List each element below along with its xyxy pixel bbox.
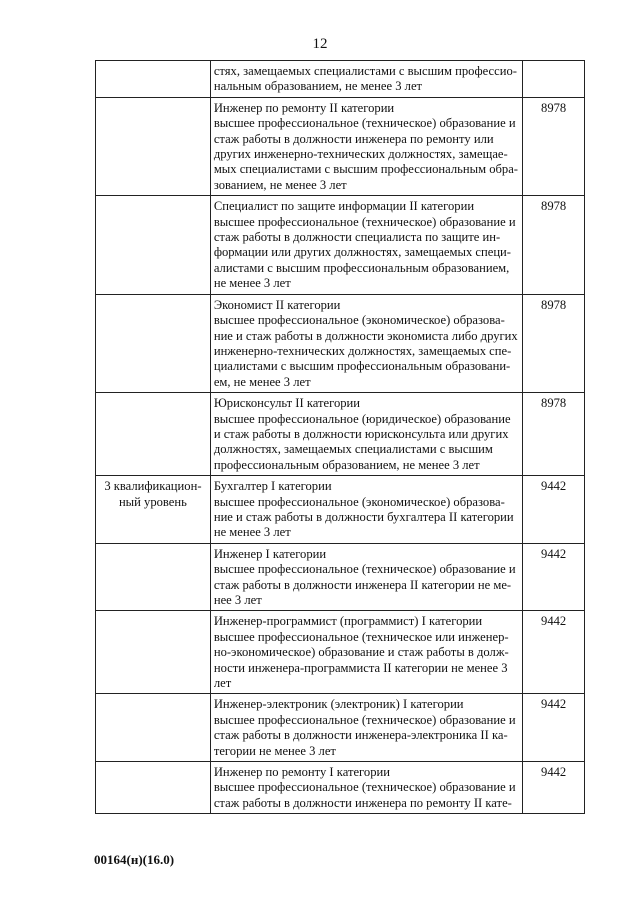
position-title: Юрисконсульт II категории [213,396,361,411]
level-cell [96,694,211,762]
position-title: Инженер по ремонту II категории [213,100,395,115]
document-code: 00164(н)(16.0) [94,852,175,867]
level-cell [96,97,211,195]
description-cell [210,762,522,814]
table-row [96,611,585,694]
position-title: Инженер-программист (программист) I категории [213,614,483,629]
position-title: Бухгалтер I категории [213,479,332,494]
table-row [96,61,585,98]
level-cell [96,543,211,611]
position-title: Инженер I категории [213,546,327,561]
table-row [96,762,585,814]
description-cell [210,97,522,195]
position-requirements: стях, замещаемых специалистами с высшим профессио- нальным образованием, не менее 3 лет [213,64,517,94]
description-cell [210,611,522,694]
position-title: Экономист II категории [213,297,341,312]
position-requirements: высшее профессиональное (экономическое) образова- ние и стаж работы в должности экономиста либо других инженерно-технических должностях, замещаемых спе- циалистами с высшим профессиональным образовани- ем, не менее 3 лет [213,313,518,389]
description-cell [210,476,522,544]
level-text: 3 квалификацион- ный уровень [104,479,202,509]
salary-cell: 9442 [523,543,585,611]
position-requirements: высшее профессиональное (техническое) образование и стаж работы в должности специалиста по защите ин- формации или других должностях, замещаемых специ- алистами с высшим профессиональным образованием, не менее 3 лет [213,214,516,291]
description-cell [210,196,522,294]
salary-cell: 9442 [523,694,585,762]
description-cell [210,393,522,476]
description-cell [210,61,522,98]
page-number: 12 [312,36,328,52]
level-cell [96,393,211,476]
position-requirements: высшее профессиональное (экономическое) образова- ние и стаж работы в должности бухгалтера II категории не менее 3 лет [213,494,514,540]
table-row [96,393,585,476]
salary-cell: 9442 [523,476,585,544]
salary-cell: 8978 [523,294,585,392]
position-requirements: высшее профессиональное (техническое или инженер- но-экономическое) образование и стаж работы в долж- ности инженера-программиста II категории не менее 3 лет [213,629,509,691]
position-requirements: высшее профессиональное (техническое) образование и стаж работы в должности инженера по ремонту или других инженерно-технических должностях, замещае- мых специалистами с высшим профессиональным обра- зованием, не менее 3 лет [213,116,518,192]
description-cell [210,694,522,762]
position-requirements: высшее профессиональное (техническое) образование и стаж работы в должности инженера по ремонту II кате- [213,780,516,810]
position-title: Инженер по ремонту I категории [213,765,390,780]
table-row [96,694,585,762]
qualification-table [95,60,585,814]
description-cell [210,294,522,392]
table-row [96,196,585,294]
salary-cell [523,61,585,98]
level-cell [96,196,211,294]
table-row [96,294,585,392]
level-cell [96,61,211,98]
salary-cell: 8978 [523,196,585,294]
position-title: Специалист по защите информации II категории [213,199,475,214]
salary-cell: 8978 [523,393,585,476]
table-row [96,97,585,195]
position-requirements: высшее профессиональное (техническое) образование и стаж работы в должности инженера-электроника II ка- тегории не менее 3 лет [213,712,516,758]
salary-cell: 9442 [523,611,585,694]
salary-cell: 9442 [523,762,585,814]
salary-cell: 8978 [523,97,585,195]
level-cell [96,294,211,392]
position-requirements: высшее профессиональное (техническое) образование и стаж работы в должности инженера II категории не ме- нее 3 лет [213,562,516,607]
level-cell [96,611,211,694]
level-cell [96,762,211,814]
table-row [96,476,585,544]
position-title: Инженер-электроник (электроник) I категории [213,697,464,712]
position-requirements: высшее профессиональное (юридическое) образование и стаж работы в должности юрисконсульта или других должностях, замещаемых специалистами с высшим профессиональным образованием, не менее 3 лет [213,411,511,472]
level-cell [96,476,211,544]
description-cell [210,543,522,611]
table-row [96,543,585,611]
table-body [96,61,585,814]
